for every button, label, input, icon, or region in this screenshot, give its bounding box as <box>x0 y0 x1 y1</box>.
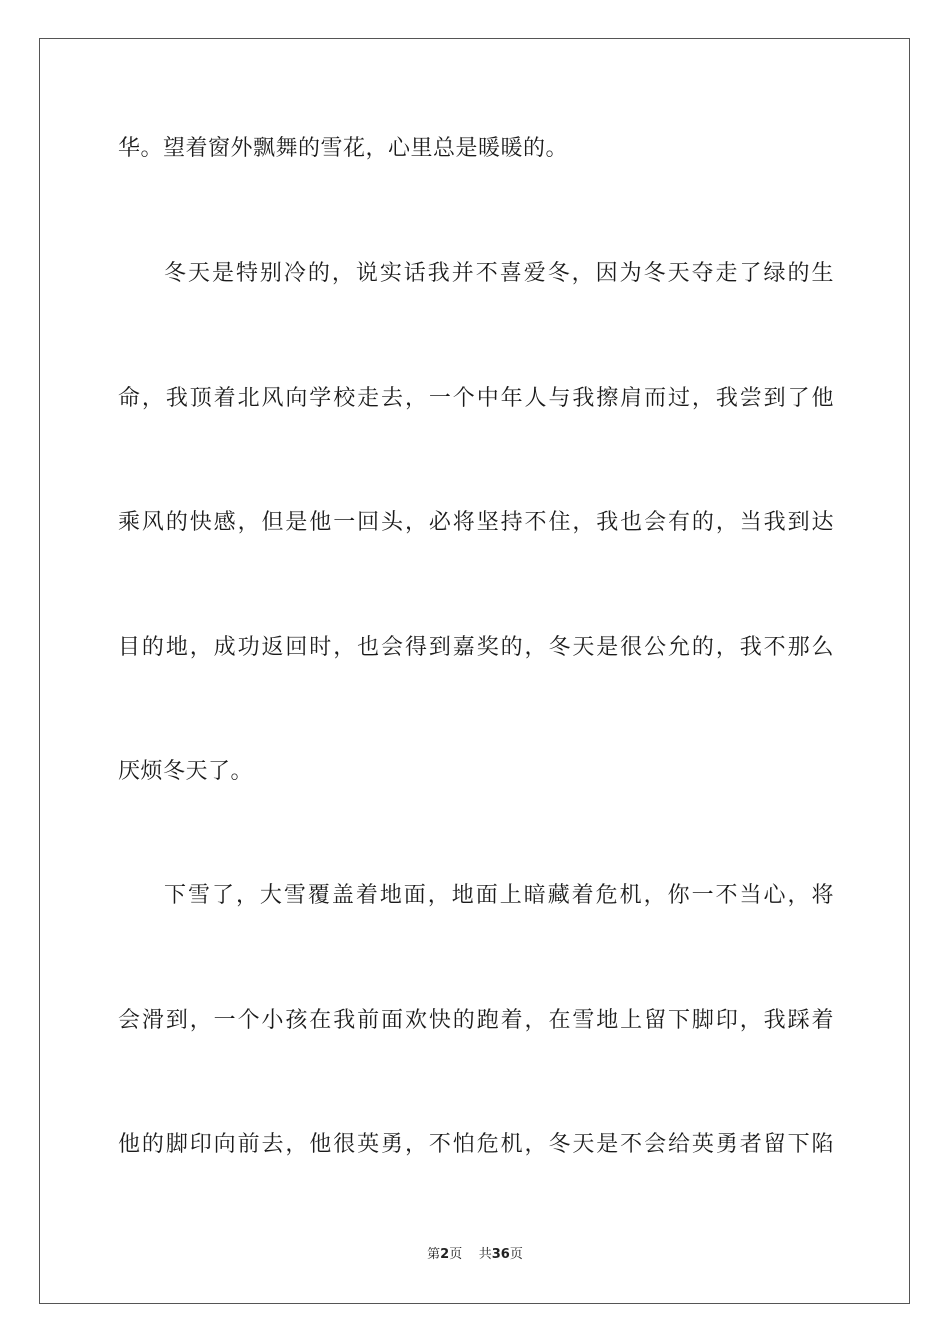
page-frame <box>39 38 910 1304</box>
text-line: 他的脚印向前去，他很英勇，不怕危机，冬天是不会给英勇者留下陷 <box>118 1132 834 1157</box>
text-line: 厌烦冬天了。 <box>118 759 254 784</box>
paragraph-first-line: 下雪了，大雪覆盖着地面，地面上暗藏着危机，你一不当心，将 <box>164 883 834 908</box>
paragraph-first-line: 冬天是特别冷的，说实话我并不喜爱冬，因为冬天夺走了绿的生 <box>164 261 834 286</box>
text-line: 华。望着窗外飘舞的雪花，心里总是暖暖的。 <box>118 136 569 161</box>
page-number: 2 <box>440 1247 450 1262</box>
page-prefix: 第 <box>427 1247 441 1262</box>
total-suffix: 页 <box>509 1247 523 1262</box>
total-prefix: 共 <box>478 1247 492 1262</box>
page-suffix: 页 <box>449 1247 463 1262</box>
total-pages: 36 <box>491 1247 510 1262</box>
text-line: 命，我顶着北风向学校走去，一个中年人与我擦肩而过，我尝到了他 <box>118 386 834 411</box>
text-line: 会滑到，一个小孩在我前面欢快的跑着，在雪地上留下脚印，我踩着 <box>118 1008 834 1033</box>
text-line: 乘风的快感，但是他一回头，必将坚持不住，我也会有的，当我到达 <box>118 510 834 535</box>
page-footer <box>0 1246 950 1264</box>
text-line: 目的地，成功返回时，也会得到嘉奖的，冬天是很公允的，我不那么 <box>118 635 834 660</box>
